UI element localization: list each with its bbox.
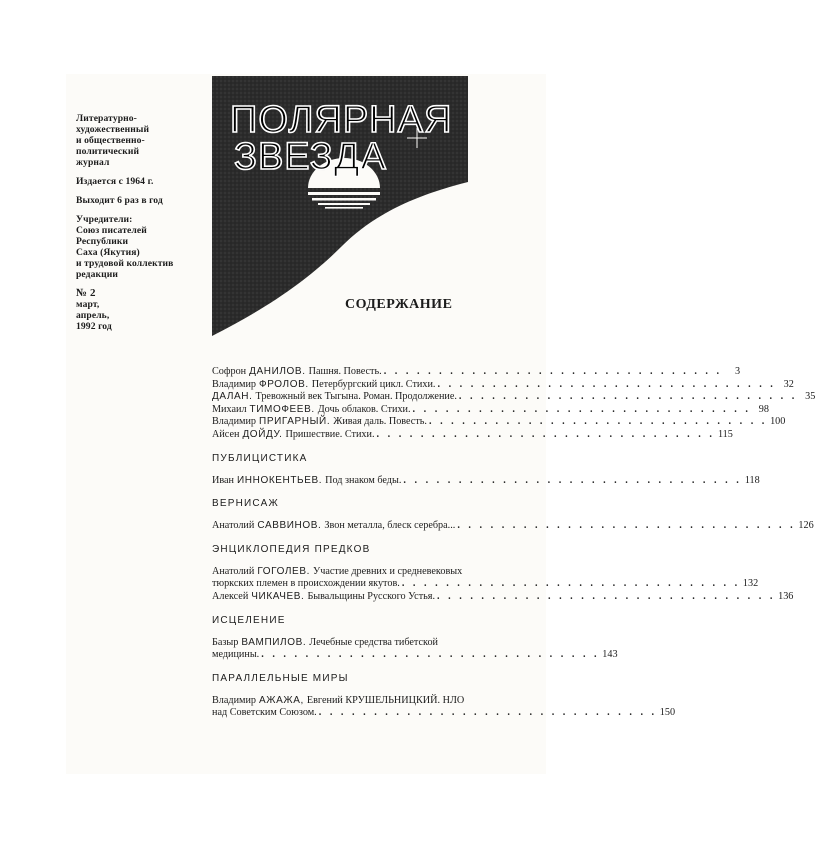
toc-entry-line [212, 590, 794, 604]
entry-leader: . . . . . . . . . . . . . . . . . . . . . . . . . . . . . . . [437, 378, 776, 390]
entry-work: Звон металла, блеск серебра... [324, 520, 456, 532]
entry-work-cont: медицины. [212, 649, 260, 661]
entry-surname: ДОЙДУ. [242, 428, 283, 440]
entry-page: 32 [783, 378, 794, 390]
entry-author: Иван [212, 474, 235, 486]
section-title: ВЕРНИСАЖ [212, 498, 279, 510]
entry-surname: ГОГОЛЕВ. [257, 565, 310, 577]
entry-leader: . . . . . . . . . . . . . . . . . . . . . . . . . . . . . . . [437, 590, 776, 602]
journal-description: Литературно- художественный и общественно- политический журнал [76, 113, 150, 168]
entry-page: 35 [805, 391, 815, 403]
entry-page: 136 [778, 590, 794, 602]
entry-surname: САВВИНОВ. [257, 520, 322, 532]
toc-entry [212, 403, 769, 417]
toc-entry-line [212, 403, 769, 417]
entry-author: Владимир [212, 378, 257, 390]
entry-page: 132 [742, 578, 759, 590]
entry-surname: ДАНИЛОВ. [249, 366, 306, 377]
toc-entry-line [212, 391, 815, 404]
section-title: ПУБЛИЦИСТИКА [212, 452, 308, 464]
cover-title-line2: ЗВЕЗДА [234, 136, 387, 178]
cover-title-line1: ПОЛЯРНАЯ [230, 99, 453, 141]
toc-entry-line [212, 566, 528, 579]
entry-leader: . . . . . . . . . . . . . . . . . . . . . . . . . . . . . . . [376, 428, 715, 440]
entry-leader: . . . . . . . . . . . . . . . . . . . . . . . . . . . . . . . [457, 520, 796, 532]
toc-entry-line [212, 366, 741, 379]
entry-leader: . . . . . . . . . . . . . . . . . . . . . . . . . . . . . . . [401, 578, 741, 590]
entry-leader: . . . . . . . . . . . . . . . . . . . . . . . . . . . . . . . [383, 366, 723, 377]
entry-work: Лечебные средства тибетской [309, 636, 439, 648]
toc-entry [212, 474, 760, 488]
entry-author: Айсен [212, 428, 240, 440]
entry-surname: ПРИГАРНЫЙ. [259, 416, 331, 428]
toc-sections [212, 452, 814, 720]
entry-surname: ВАМПИЛОВ. [241, 636, 307, 648]
toc-entry-line [212, 378, 794, 392]
entry-surname: ТИМОФЕЕВ. [249, 403, 315, 415]
issue-number: № 2 [76, 287, 96, 299]
toc-entry-line [212, 707, 676, 720]
entry-page: 98 [758, 403, 769, 415]
section-title: ЭНЦИКЛОПЕДИЯ ПРЕДКОВ [212, 543, 371, 555]
entry-page: 115 [717, 428, 733, 440]
main-entries [212, 366, 815, 442]
entry-page: 126 [798, 520, 814, 532]
table-of-contents [212, 366, 815, 720]
entry-author: Базыр [212, 636, 239, 648]
toc-entry-line [212, 520, 814, 533]
entry-leader: . . . . . . . . . . . . . . . . . . . . . . . . . . . . . . . [403, 474, 742, 486]
entry-page: 150 [659, 707, 676, 719]
entry-surname: АЖАЖА, [259, 694, 304, 706]
toc-entry [212, 391, 815, 404]
entry-author: Владимир [212, 694, 257, 706]
entry-work: Пашня. Повесть. [308, 366, 382, 377]
entry-work: Под знаком беды. [325, 474, 402, 486]
entry-work: Бывальщины Русского Устья. [307, 590, 436, 602]
entry-author: Анатолий [212, 520, 255, 532]
issue-date: март, апрель, 1992 год [76, 299, 112, 332]
entry-leader: . . . . . . . . . . . . . . . . . . . . . . . . . . . . . . . [412, 403, 751, 415]
toc-entry-line [212, 637, 528, 650]
entry-work: Дочь облаков. Стихи. [317, 403, 411, 415]
toc-entry [212, 366, 741, 379]
entry-work: Евгений КРУШЕЛЬНИЦКИЙ. НЛО [306, 694, 465, 706]
entry-work: Участие древних и средневековых [312, 565, 463, 577]
toc-entry-line [212, 416, 786, 429]
entry-author: Алексей [212, 590, 249, 602]
toc-entry [212, 416, 786, 429]
toc-entry-line [212, 649, 618, 662]
entry-work: Тревожный век Тыгына. Роман. Продолжение. [255, 391, 457, 403]
frequency-line: Выходит 6 раз в год [76, 195, 163, 206]
entry-author: Михаил [212, 403, 247, 415]
entry-author: Софрон [212, 366, 247, 377]
entry-leader: . . . . . . . . . . . . . . . . . . . . . . . . . . . . . . . [261, 649, 600, 661]
toc-entry-line [212, 695, 528, 708]
entry-leader: . . . . . . . . . . . . . . . . . . . . . . . . . . . . . . . [318, 707, 658, 719]
toc-entry [212, 565, 759, 591]
entry-page: 3 [734, 366, 741, 377]
toc-entry-line [212, 428, 733, 442]
toc-entry [212, 378, 794, 392]
section-title: ПАРАЛЛЕЛЬНЫЕ МИРЫ [212, 672, 349, 684]
section-title: ИСЦЕЛЕНИЕ [212, 614, 286, 626]
toc-entry [212, 694, 676, 720]
toc-entry-line [212, 474, 760, 488]
entry-surname: ДАЛАН. [212, 391, 253, 403]
entry-author: Анатолий [212, 565, 255, 577]
founders-block: Учредители: Союз писателей Республики Саха (Якутия) и трудовой коллектив редакции [76, 214, 174, 280]
entry-page: 100 [770, 416, 786, 428]
toc-entry [212, 636, 618, 662]
contents-heading: СОДЕРЖАНИЕ [345, 297, 453, 312]
toc-entry-line [212, 578, 759, 591]
toc-entry [212, 520, 814, 533]
entry-page: 118 [744, 474, 760, 486]
entry-author: Владимир [212, 416, 257, 428]
entry-surname: ЧИКАЧЕВ. [251, 590, 305, 602]
entry-work: Живая даль. Повесть. [333, 416, 427, 428]
entry-work: Петербургский цикл. Стихи. [311, 378, 436, 390]
toc-entry [212, 428, 733, 442]
entry-work: Пришествие. Стихи. [285, 428, 375, 440]
masthead-info [76, 113, 216, 340]
entry-leader: . . . . . . . . . . . . . . . . . . . . . . . . . . . . . . . [458, 391, 798, 403]
entry-leader: . . . . . . . . . . . . . . . . . . . . . . . . . . . . . . . [428, 416, 768, 428]
entry-work-cont: над Советским Союзом. [212, 707, 317, 719]
entry-surname: ИННОКЕНТЬЕВ. [237, 474, 323, 486]
entry-page: 143 [602, 649, 618, 661]
entry-surname: ФРОЛОВ. [259, 378, 309, 390]
founded-line: Издается с 1964 г. [76, 176, 154, 187]
entry-work-cont: тюркских племен в происхождении якутов. [212, 578, 400, 590]
toc-entry [212, 590, 794, 604]
